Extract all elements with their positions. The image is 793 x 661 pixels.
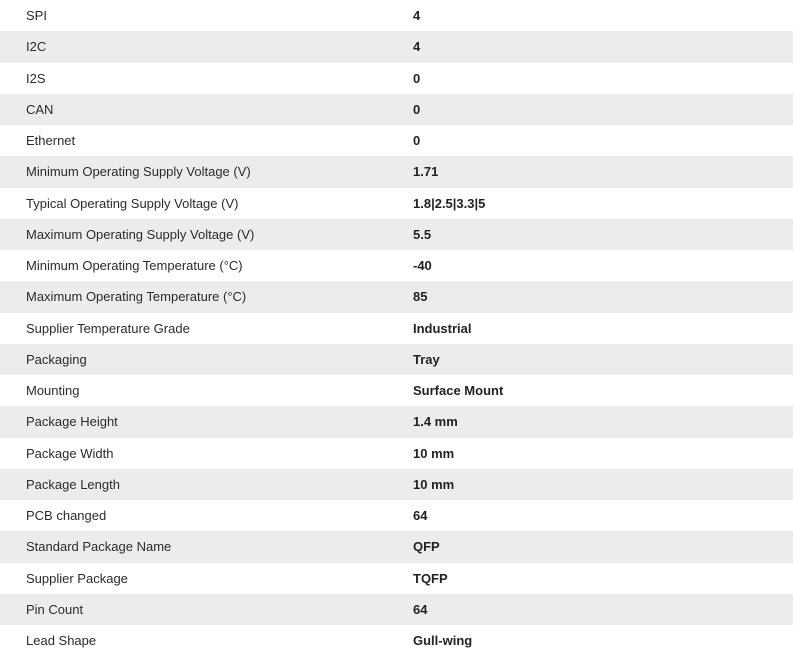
spec-value: 0: [413, 70, 421, 86]
spec-name: SPI: [26, 8, 47, 24]
spec-name: Minimum Operating Temperature (°C): [26, 258, 243, 274]
spec-name: Maximum Operating Temperature (°C): [26, 289, 247, 305]
table-row: [0, 469, 793, 500]
spec-value: 4: [413, 8, 421, 24]
spec-name: Minimum Operating Supply Voltage (V): [26, 164, 251, 180]
table-row: [0, 313, 793, 344]
table-row: [0, 344, 793, 375]
table-row: [0, 31, 793, 62]
table-row: [0, 188, 793, 219]
spec-value: 1.4 mm: [413, 414, 458, 430]
table-row: [0, 0, 793, 31]
table-row: [0, 531, 793, 562]
table-row: [0, 594, 793, 625]
spec-name: I2S: [26, 70, 46, 86]
spec-value: 10 mm: [413, 445, 455, 461]
spec-value: 0: [413, 101, 421, 117]
spec-value: 4: [413, 39, 421, 55]
spec-name: CAN: [26, 101, 54, 117]
spec-value: 85: [413, 289, 428, 305]
table-row: [0, 375, 793, 406]
spec-value: 1.71: [413, 164, 439, 180]
spec-value: QFP: [413, 539, 440, 555]
spec-value: Gull-wing: [413, 633, 473, 649]
spec-name: Pin Count: [26, 601, 84, 617]
spec-value: 10 mm: [413, 476, 455, 492]
spec-value: Tray: [413, 351, 440, 367]
spec-name: Typical Operating Supply Voltage (V): [26, 195, 239, 211]
spec-name: Package Height: [26, 414, 118, 430]
spec-name: Lead Shape: [26, 633, 97, 649]
table-row: [0, 625, 793, 656]
table-row: [0, 156, 793, 187]
spec-value: TQFP: [413, 570, 448, 586]
spec-value: 64: [413, 508, 428, 524]
table-row: [0, 250, 793, 281]
spec-value: 5.5: [413, 226, 432, 242]
spec-name: Supplier Temperature Grade: [26, 320, 190, 336]
spec-name: Package Width: [26, 445, 114, 461]
table-row: [0, 63, 793, 94]
table-row: [0, 563, 793, 594]
table-row: [0, 406, 793, 437]
spec-value: 64: [413, 601, 428, 617]
spec-value: 0: [413, 133, 421, 149]
table-row: [0, 281, 793, 312]
table-row: [0, 500, 793, 531]
spec-name: Standard Package Name: [26, 539, 172, 555]
table-row: [0, 125, 793, 156]
spec-name: Ethernet: [26, 133, 76, 149]
spec-name: Packaging: [26, 351, 87, 367]
spec-name: Package Length: [26, 476, 120, 492]
spec-name: Mounting: [26, 383, 80, 399]
table-row: [0, 94, 793, 125]
spec-value: Industrial: [413, 320, 472, 336]
spec-value: 1.8|2.5|3.3|5: [413, 195, 486, 211]
table-row: [0, 219, 793, 250]
spec-name: Supplier Package: [26, 570, 128, 586]
spec-name: I2C: [26, 39, 47, 55]
spec-value: Surface Mount: [413, 383, 504, 399]
spec-value: -40: [413, 258, 432, 274]
spec-name: PCB changed: [26, 508, 107, 524]
table-row: [0, 438, 793, 469]
spec-name: Maximum Operating Supply Voltage (V): [26, 226, 255, 242]
